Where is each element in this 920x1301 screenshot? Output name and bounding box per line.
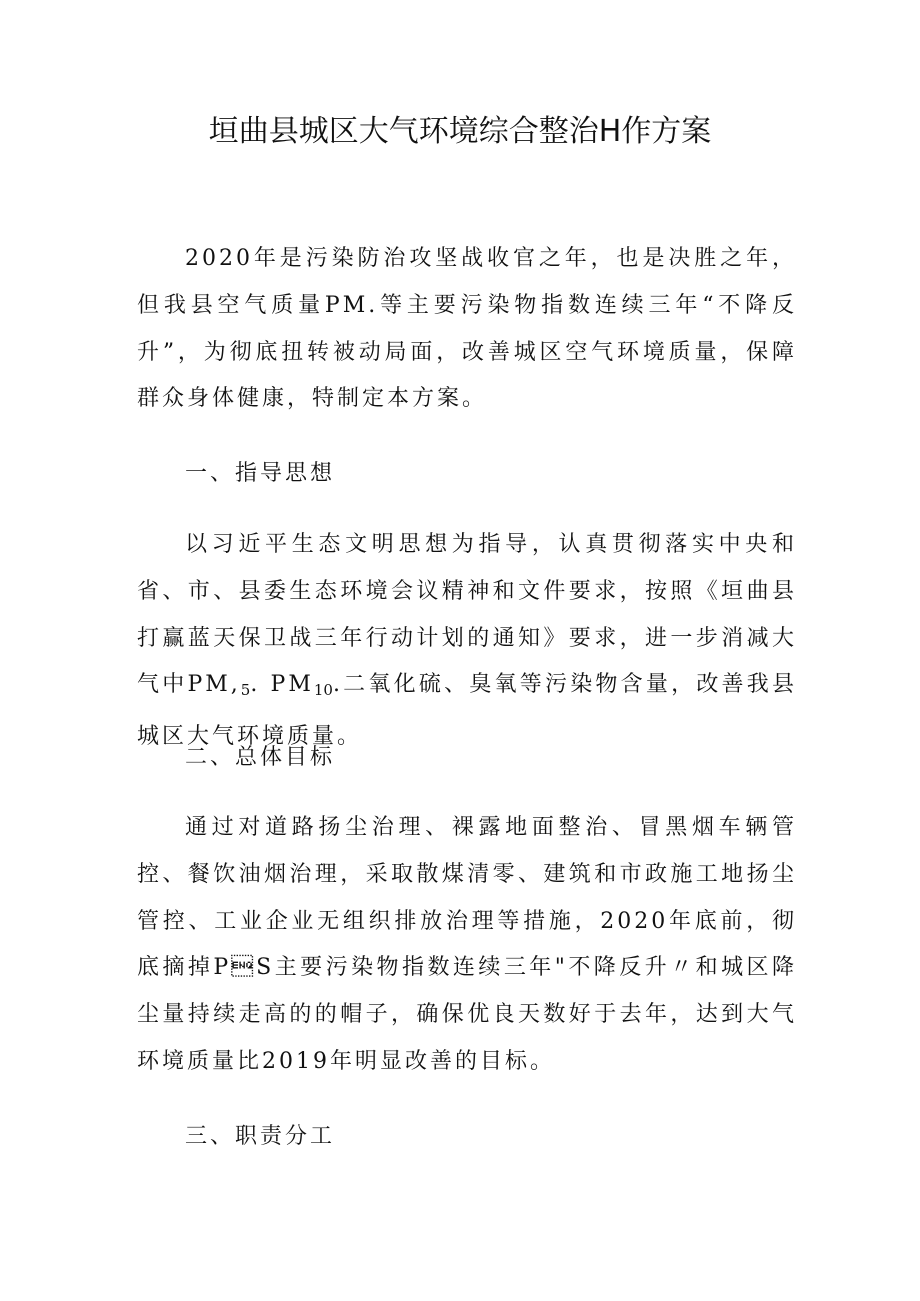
overall-goal-paragraph: 通过对道路扬尘治理、裸露地面整治、冒黑烟车辆管控、餐饮油烟治理，采取散煤清零、建筑和市政施工地扬尘管控、工业企业无组织排放治理等措施，2020年底前，彻底摘掉PS主要污染物指数连续三年"不降反升〃和城区降尘量持续走高的的帽子，确保优良天数好于去年，达到大气环境质量比2019年明显改善的目标。	[137, 815, 797, 1074]
page-title: 垣曲县城区大气环境综合整治H作方案	[208, 114, 712, 149]
intro-paragraph: 2020年是污染防治攻坚战收官之年，也是决胜之年，但我县空气质量PM.等主要污染物指数连续三年“不降反升”，为彻底扭转被动局面，改善城区空气环境质量，保障群众身体健康，特制定本方案。	[137, 246, 797, 412]
section-heading-responsibilities: 三、职责分工	[185, 1124, 336, 1149]
guiding-ideology-text-2: . PM	[250, 672, 314, 698]
guiding-ideology-paragraph	[137, 522, 797, 761]
guiding-ideology-text-3: .二氧化硫、臭氧等污染物含量，改善我县城区大气环境质量。	[137, 672, 797, 750]
pm10-subscript: 10	[313, 681, 333, 700]
pm25-subscript: 5	[240, 681, 251, 700]
guiding-ideology-text-1: 以习近平生态文明思想为指导，认真贯彻落实中央和省、市、县委生态环境会议精神和文件要求，按照《垣曲县打赢蓝天保卫战三年行动计划的通知》要求，进一步消减大气中PM,	[137, 532, 797, 698]
section-heading-overall-goal: 二、总体目标	[185, 745, 336, 770]
section-heading-guiding-ideology: 一、指导思想	[185, 461, 336, 486]
